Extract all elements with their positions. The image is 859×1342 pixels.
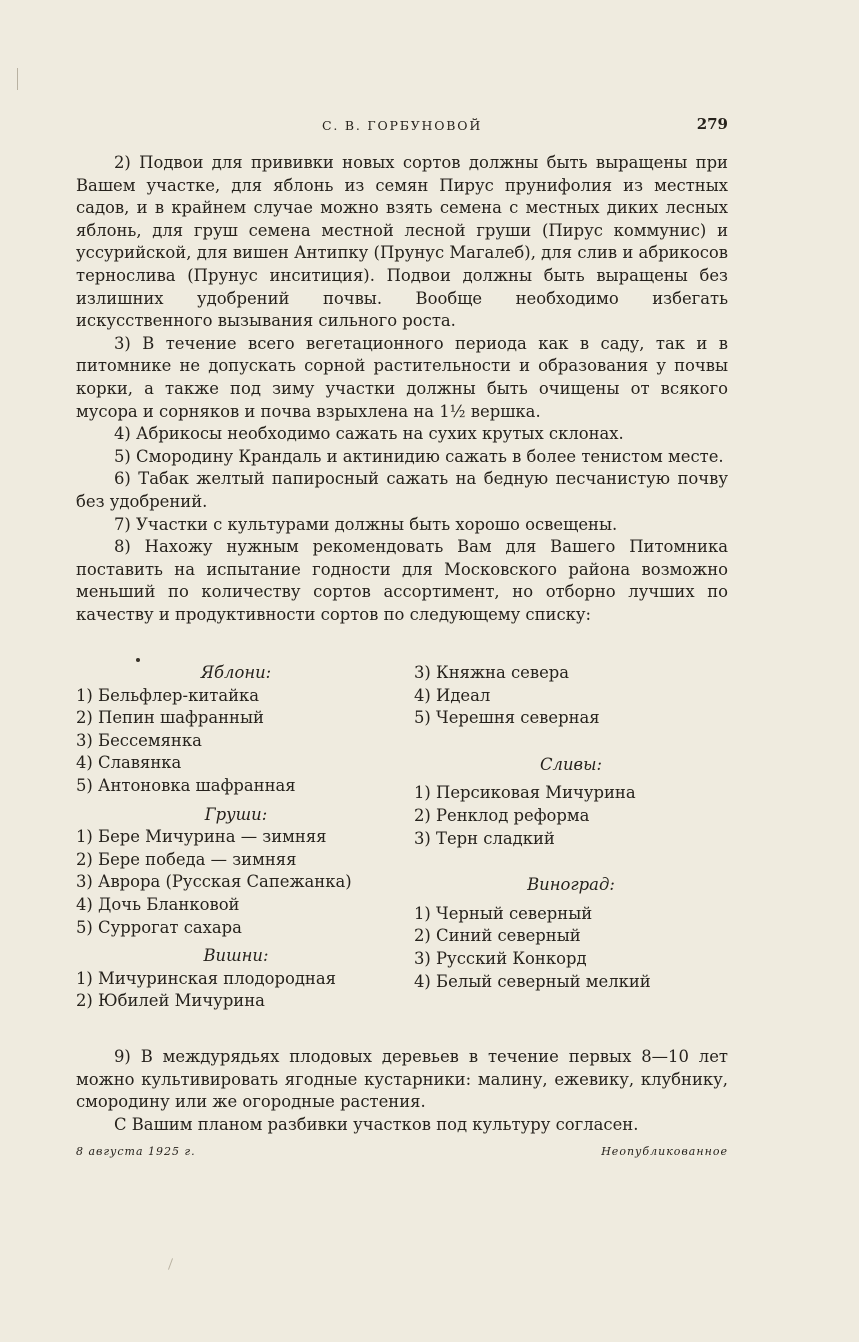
list-item: 4) Славянка <box>76 753 182 773</box>
list-item: 2) Пепин шафранный <box>76 708 264 728</box>
paragraph: 9) В междурядьях плодовых деревьев в течение первых 8—10 лет можно культивировать ягодные кустарники: малину, ежевику, клубнику, смородину или же огородные растения. <box>76 1047 728 1112</box>
right-column <box>414 662 728 993</box>
list-item: 4) Белый северный мелкий <box>414 971 651 991</box>
page-scratch-mark <box>17 68 18 90</box>
paragraph: 8) Нахожу нужным рекомендовать Вам для Вашего Питомника поставить на испытание годности для Московского района возможно меньший по количеству сортов ассортимент, но отборно лучших по качеству и продуктивности сортов по следующему списку: <box>76 537 728 624</box>
list-heading-grapes: Виноград: <box>527 875 615 895</box>
list-item: 4) Дочь Бланковой <box>76 894 240 914</box>
main-text <box>76 152 728 626</box>
list-item: 3) Аврора (Русская Сапежанка) <box>76 872 352 892</box>
list-item: 1) Мичуринская плодородная <box>76 968 336 988</box>
list-item: 2) Бере победа — зимняя <box>76 849 297 869</box>
closing-text <box>76 1046 728 1136</box>
list-item: 5) Антоновка шафранная <box>76 775 296 795</box>
list-item: 5) Черешня северная <box>414 708 600 728</box>
left-column <box>76 662 396 1013</box>
list-item: 1) Черный северный <box>414 903 593 923</box>
paragraph: 4) Абрикосы необходимо сажать на сухих крутых склонах. <box>114 424 624 444</box>
paragraph: 3) В течение всего вегетационного периода как в саду, так и в питомнике не допускать сорной растительности и образования у почвы корки, а также под зиму участки должны быть очищены от всякого мусора и сорняков и почва взрыхлена на 1½ вершка. <box>76 333 728 421</box>
page-number: 279 <box>696 115 728 133</box>
list-item: 2) Юбилей Мичурина <box>76 991 265 1011</box>
paragraph: С Вашим планом разбивки участков под культуру согласен. <box>114 1114 639 1134</box>
list-item: 2) Синий северный <box>414 926 581 946</box>
running-head: С. В. ГОРБУНОВОЙ <box>321 118 483 133</box>
list-item: 1) Бельфлер-китайка <box>76 685 260 705</box>
list-item: 3) Терн сладкий <box>414 828 555 848</box>
page-header <box>76 115 728 137</box>
variety-lists <box>76 662 728 1032</box>
list-heading-plums: Сливы: <box>540 754 602 774</box>
list-item: 4) Идеал <box>414 685 491 705</box>
list-item: 2) Ренклод реформа <box>414 805 590 825</box>
publication-status: Неопубликованное <box>601 1145 728 1158</box>
paragraph: 5) Смородину Крандаль и актинидию сажать в более тенистом месте. <box>114 446 724 466</box>
list-item: 3) Русский Конкорд <box>414 948 587 968</box>
list-item: 1) Бере Мичурина — зимняя <box>76 827 327 847</box>
page-scratch-mark <box>168 1258 173 1270</box>
list-heading-apples: Яблони: <box>200 663 272 682</box>
list-item: 3) Бессемянка <box>76 730 202 750</box>
paragraph: 6) Табак желтый папиросный сажать на бедную песчанистую почву без удобрений. <box>76 469 728 511</box>
list-item: 5) Суррогат сахара <box>76 917 242 937</box>
list-item: 1) Персиковая Мичурина <box>414 783 636 803</box>
letter-date: 8 августа 1925 г. <box>76 1145 196 1158</box>
paragraph: 2) Подвои для прививки новых сортов должны быть выращены при Вашем участке, для яблонь из семян Пирус прунифолия из местных садов, и в крайнем случае можно взять семена с местных диких лесных яблонь, для груш семена местной лесной груши (Пирус коммунис) и уссурийской, для вишен Антипку (Прунус Магалеб), для слив и абрикосов тернослива (Прунус инситиция). Подвои должны быть выращены без излишних удобрений почвы. Вообще необходимо избегать искусственного вызывания сильного роста. <box>76 153 728 331</box>
paragraph: 7) Участки с культурами должны быть хорошо освещены. <box>114 514 618 534</box>
list-heading-pears: Груши: <box>204 804 268 824</box>
list-heading-cherries: Вишни: <box>203 946 269 966</box>
list-item: 3) Княжна севера <box>414 663 570 682</box>
